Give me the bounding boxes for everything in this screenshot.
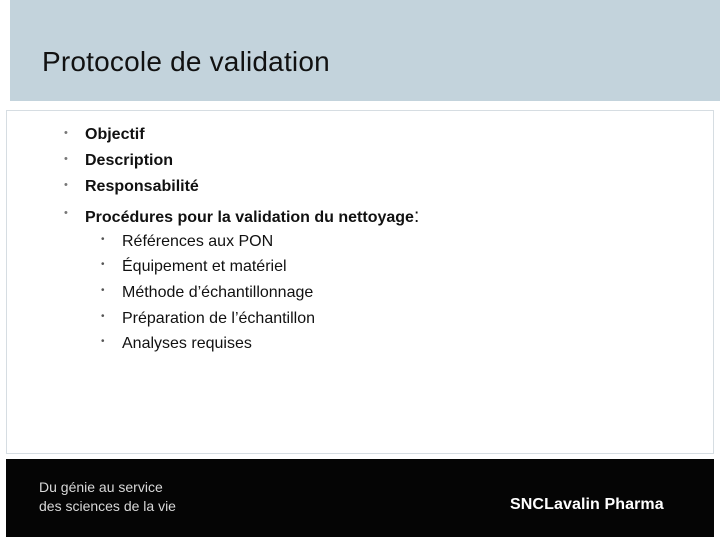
tagline-line-2: des sciences de la vie bbox=[39, 498, 176, 514]
bullet-icon: • bbox=[64, 179, 68, 191]
bullet-icon: • bbox=[64, 127, 68, 139]
tagline-line-1: Du génie au service bbox=[39, 479, 163, 495]
footer-tagline bbox=[39, 478, 176, 516]
brand-logo-text: SNCLavalin Pharma bbox=[510, 496, 664, 513]
footer-band bbox=[6, 459, 714, 537]
title-band bbox=[10, 0, 720, 101]
bullet-label: Responsabilité bbox=[85, 178, 199, 195]
sub-bullet-label: Méthode d’échantillonnage bbox=[122, 284, 314, 301]
bullet-label: Description bbox=[85, 152, 174, 169]
slide-title: Protocole de validation bbox=[42, 46, 330, 77]
sub-bullet-icon: • bbox=[101, 285, 105, 296]
bullet-label bbox=[85, 206, 419, 228]
sub-bullet-icon: • bbox=[101, 234, 105, 245]
sub-bullet-icon: • bbox=[101, 311, 105, 322]
bullet-label-text: Procédures pour la validation du nettoyage bbox=[85, 209, 414, 226]
sub-bullet-label: Préparation de l’échantillon bbox=[122, 310, 316, 327]
sub-bullet-label: Équipement et matériel bbox=[122, 258, 287, 275]
bullet-icon: • bbox=[64, 207, 68, 219]
sub-bullet-icon: • bbox=[101, 336, 105, 347]
sub-bullet-icon: • bbox=[101, 259, 105, 270]
sub-bullet-label: Références aux PON bbox=[122, 233, 274, 250]
bullet-label-colon: : bbox=[413, 206, 420, 227]
content-area bbox=[6, 110, 714, 454]
bullet-icon: • bbox=[64, 153, 68, 165]
bullet-label: Objectif bbox=[85, 126, 145, 143]
sub-bullet-label: Analyses requises bbox=[122, 335, 252, 352]
